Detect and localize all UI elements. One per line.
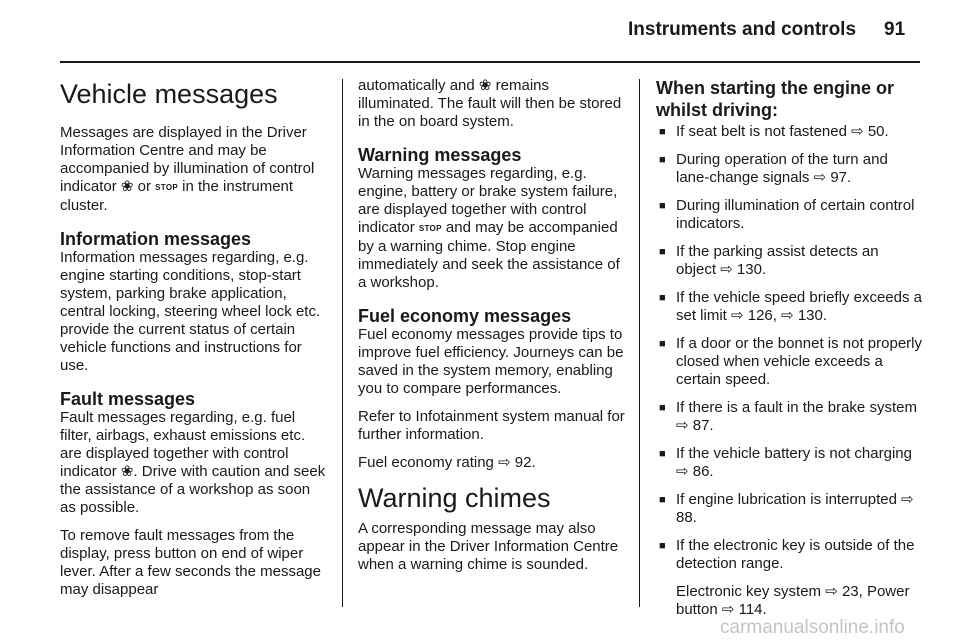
list-item: ■ If seat belt is not fastened ⇨ 50. (656, 123, 922, 141)
auto-text-b: remains illuminated. The fault will then be stored in the on board system. (358, 77, 622, 130)
heading-fault-messages: Fault messages (60, 389, 196, 409)
intro-text-b: in the instrument cluster. (60, 178, 294, 214)
header-rule (60, 61, 920, 63)
wrench-icon: ❀ (120, 463, 134, 480)
warning-text-a: Warning messages regarding, e.g. engine, battery or brake system failure, are displayed together with control indicator (358, 165, 618, 236)
stop-indicator-icon: STOP (155, 183, 178, 192)
wrench-icon: ❀ (120, 178, 134, 195)
intro-text-a: Messages are displayed in the Driver Information Centre and may be accompanied by illumination of control indicator (60, 124, 315, 195)
stop-indicator-icon: STOP (418, 224, 442, 233)
heading-warning-chimes: Warning chimes (358, 483, 551, 513)
column-3 (656, 72, 922, 629)
column-2 (358, 72, 626, 584)
list-item: ■ If a door or the bonnet is not properly closed when vehicle exceeds a certain speed. (656, 335, 922, 389)
fault-text-a: Fault messages regarding, e.g. fuel filter, airbags, exhaust emissions etc. are displayed together with control indicator (60, 409, 306, 480)
wrench-icon: ❀ (478, 77, 492, 94)
heading-when-starting: When starting the engine or whilst driving: (656, 78, 895, 120)
warning-paragraph (358, 165, 626, 292)
chime-conditions-list (656, 123, 922, 573)
list-item: ■ If the parking assist detects an object ⇨ 130. (656, 243, 922, 279)
list-item: ■ During illumination of certain control indicators. (656, 197, 922, 233)
page-header-title: Instruments and controls (628, 19, 857, 40)
page-number: 91 (884, 19, 906, 40)
remove-paragraph: To remove fault messages from the display, press button on end of wiper lever. After a few seconds the message may disappear (60, 527, 321, 598)
watermark: carmanualsonline.info (720, 617, 905, 638)
list-item: ■ If there is a fault in the brake system ⇨ 87. (656, 399, 922, 435)
chimes-paragraph: A corresponding message may also appear in the Driver Information Centre when a warning chime is sounded. (358, 520, 619, 573)
list-item: ■ If engine lubrication is interrupted ⇨ 88. (656, 491, 922, 527)
heading-information-messages: Information messages (60, 229, 252, 249)
column-divider-1 (342, 79, 343, 607)
auto-paragraph (358, 77, 626, 131)
list-item: ■ If the electronic key is outside of the detection range. (656, 537, 922, 573)
electronic-key-paragraph: Electronic key system ⇨ 23, Power button ⇨ 114. (676, 583, 910, 618)
heading-vehicle-messages: Vehicle messages (60, 79, 278, 109)
list-item: ■ If the vehicle speed briefly exceeds a set limit ⇨ 126, ⇨ 130. (656, 289, 922, 325)
heading-warning-messages: Warning messages (358, 145, 522, 165)
fuel-paragraph: Fuel economy messages provide tips to improve fuel efficiency. Journeys can be saved in the system memory, enabling you to compare performances. (358, 326, 624, 397)
column-divider-2 (639, 79, 640, 607)
intro-text-or: or (137, 178, 151, 195)
list-item: ■ If the vehicle battery is not charging ⇨ 86. (656, 445, 922, 481)
list-item: ■ During operation of the turn and lane-change signals ⇨ 97. (656, 151, 922, 187)
fuel-rating-paragraph: Fuel economy rating ⇨ 92. (358, 454, 536, 471)
intro-paragraph (60, 124, 330, 215)
column-1 (60, 72, 330, 609)
auto-text-a: automatically and (358, 77, 475, 94)
fault-text-b: . Drive with caution and seek the assistance of a workshop as soon as possible. (60, 463, 326, 516)
refer-paragraph: Refer to Infotainment system manual for further information. (358, 408, 625, 443)
info-paragraph: Information messages regarding, e.g. engine starting conditions, stop-start system, parking brake application, central locking, steering wheel lock etc. provide the current status of certain vehicle functions and instructions for use. (60, 249, 321, 374)
warning-text-b: and may be accompanied by a warning chime. Stop engine immediately and seek the assistance of a workshop. (358, 219, 620, 291)
heading-fuel-economy-messages: Fuel economy messages (358, 306, 572, 326)
fault-paragraph (60, 409, 330, 517)
